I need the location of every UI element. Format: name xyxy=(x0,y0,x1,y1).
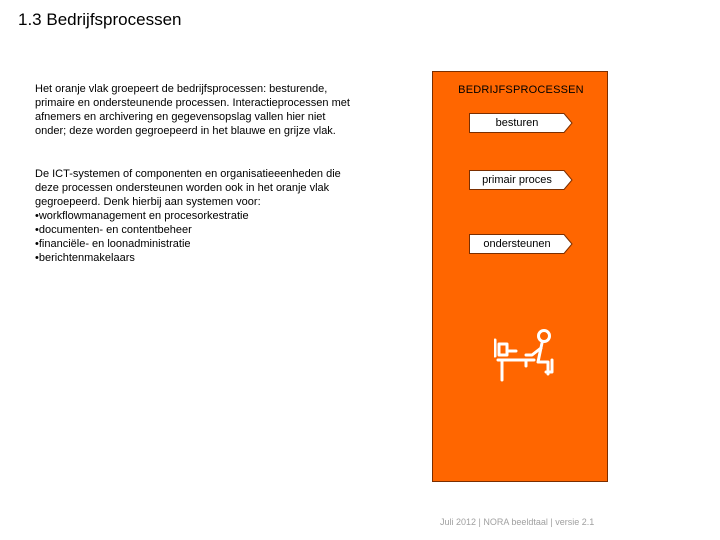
process-besturen xyxy=(469,113,571,133)
process-ondersteunen xyxy=(469,234,571,254)
system-list xyxy=(35,209,355,265)
description-paragraph-1: Het oranje vlak groepeert de bedrijfsprocessen: besturende, primaire en ondersteunende processen. Interactieprocessen met afnemers en archivering en gegevensopslag vallen hier niet onder; deze worden gegroepeerd in het blauwe en grijze vlak. xyxy=(35,83,350,137)
process-label: ondersteunen xyxy=(483,238,551,250)
process-label: primair proces xyxy=(482,174,552,186)
description-paragraph-2 xyxy=(35,167,355,265)
list-item: • workflowmanagement en procesorkestratie xyxy=(35,209,355,223)
list-item: • financiële- en loonadministratie xyxy=(35,237,355,251)
list-item: • documenten- en contentbeheer xyxy=(35,223,355,237)
process-label: besturen xyxy=(495,117,539,129)
paragraph-2-intro: De ICT-systemen of componenten en organisatieeenheden die deze processen ondersteunen worden ook in het oranje vlak gegroepeerd. Denk hierbij aan systemen voor: xyxy=(35,168,341,208)
person-at-desk-icon xyxy=(494,326,560,397)
business-process-panel xyxy=(432,71,608,482)
page-title: 1.3 Bedrijfsprocessen xyxy=(18,10,182,29)
process-primair-proces xyxy=(469,170,571,190)
footer: Juli 2012 | NORA beeldtaal | versie 2.1 xyxy=(440,517,595,527)
list-item: • berichtenmakelaars xyxy=(35,251,355,265)
panel-title: BEDRIJFSPROCESSEN xyxy=(458,84,584,96)
